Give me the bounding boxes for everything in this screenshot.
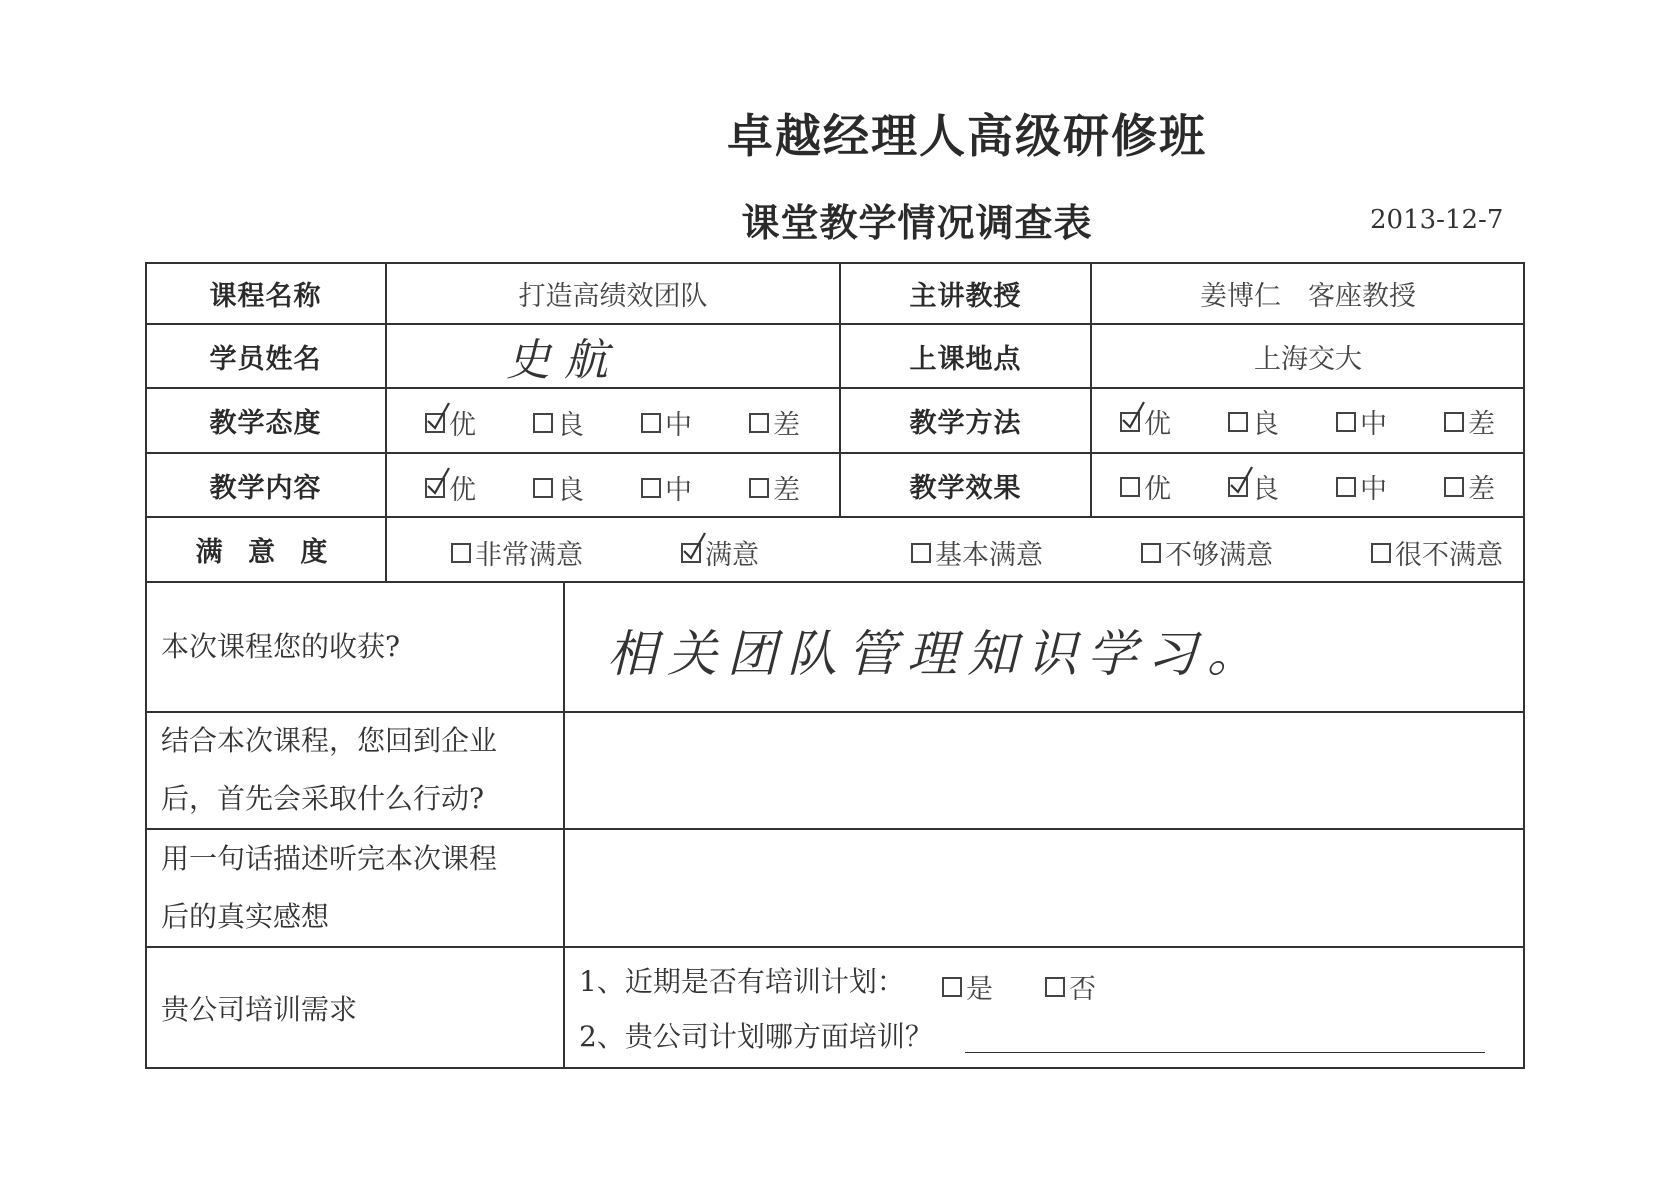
attitude-option-label: 良 xyxy=(557,410,584,441)
checkbox-icon[interactable] xyxy=(1336,477,1356,497)
action-question-line1: 结合本次课程，您回到企业 xyxy=(161,724,498,757)
satisfaction-option-label: 非常满意 xyxy=(475,540,583,571)
checkmark-icon xyxy=(1120,400,1146,430)
lecturer-label: 主讲教授 xyxy=(909,280,1022,312)
form-date: 2013-12-7 xyxy=(1370,205,1504,235)
checkbox-icon[interactable] xyxy=(1444,412,1464,432)
attitude-option[interactable] xyxy=(641,403,692,442)
content-option-label: 差 xyxy=(773,475,800,506)
teaching-method-label: 教学方法 xyxy=(909,408,1022,439)
satisfaction-option[interactable] xyxy=(681,533,759,572)
satisfaction-option[interactable] xyxy=(451,533,583,572)
attitude-option[interactable] xyxy=(425,403,476,442)
content-option-label: 良 xyxy=(557,475,584,506)
satisfaction-option-label: 很不满意 xyxy=(1395,540,1503,571)
checkbox-icon[interactable] xyxy=(911,543,931,563)
feeling-answer-area[interactable] xyxy=(564,829,1525,947)
attitude-option-label: 中 xyxy=(665,410,692,441)
training-plan-no-label: 否 xyxy=(1069,974,1096,1005)
checkbox-icon[interactable] xyxy=(942,977,962,997)
satisfaction-label: 满 意 度 xyxy=(195,537,336,568)
teaching-content-label: 教学内容 xyxy=(209,472,322,504)
location-label: 上课地点 xyxy=(909,343,1022,375)
effect-option-label: 优 xyxy=(1144,474,1171,505)
checkbox-icon[interactable] xyxy=(1141,543,1161,563)
course-name-value: 打造高绩效团队 xyxy=(518,280,708,312)
student-name-label: 学员姓名 xyxy=(209,343,322,375)
checkbox-icon[interactable] xyxy=(533,413,553,433)
course-name-label: 课程名称 xyxy=(209,280,322,312)
satisfaction-option-label: 满意 xyxy=(705,540,759,571)
location-value: 上海交大 xyxy=(1254,343,1362,375)
effect-option-label: 差 xyxy=(1468,474,1495,505)
feeling-question-line1: 用一句话描述听完本次课程 xyxy=(161,842,498,875)
content-option[interactable] xyxy=(533,468,584,507)
checkmark-icon xyxy=(681,531,707,561)
method-option-label: 差 xyxy=(1468,409,1495,440)
action-question-line2: 后，首先会采取什么行动? xyxy=(161,782,485,815)
training-area-question: 2、贵公司计划哪方面培训？ xyxy=(579,1020,933,1053)
survey-table xyxy=(145,262,1525,1069)
gain-answer-handwriting[interactable]: 相关团队管理知识学习。 xyxy=(607,625,1267,683)
effect-option-label: 良 xyxy=(1252,474,1279,505)
form-title: 卓越经理人高级研修班 xyxy=(727,109,1207,163)
method-option[interactable] xyxy=(1444,402,1495,441)
satisfaction-option-label: 不够满意 xyxy=(1165,540,1273,571)
satisfaction-option[interactable] xyxy=(1371,533,1503,572)
checkbox-icon[interactable] xyxy=(1120,477,1140,497)
attitude-option[interactable] xyxy=(533,403,584,442)
checkbox-icon[interactable] xyxy=(1371,543,1391,563)
method-option-label: 中 xyxy=(1360,409,1387,440)
checkbox-icon[interactable] xyxy=(451,543,471,563)
content-option-label: 优 xyxy=(449,475,476,506)
training-plan-yes-label: 是 xyxy=(966,974,993,1005)
attitude-option-label: 优 xyxy=(449,410,476,441)
method-option[interactable] xyxy=(1336,402,1387,441)
training-plan-question: 1、近期是否有培训计划： xyxy=(579,965,905,998)
checkbox-icon[interactable] xyxy=(749,413,769,433)
checkbox-icon[interactable] xyxy=(749,478,769,498)
method-option[interactable] xyxy=(1228,402,1279,441)
checked-checkbox-icon[interactable] xyxy=(425,413,445,433)
action-answer-area[interactable] xyxy=(564,712,1525,829)
content-option-label: 中 xyxy=(665,475,692,506)
satisfaction-option-label: 基本满意 xyxy=(935,540,1043,571)
effect-option-label: 中 xyxy=(1360,474,1387,505)
teaching-attitude-label: 教学态度 xyxy=(209,408,322,439)
checkbox-icon[interactable] xyxy=(1045,977,1065,997)
gain-question: 本次课程您的收获? xyxy=(161,630,401,663)
method-option-label: 优 xyxy=(1144,409,1171,440)
checkbox-icon[interactable] xyxy=(641,478,661,498)
checked-checkbox-icon[interactable] xyxy=(425,478,445,498)
training-needs-label: 贵公司培训需求 xyxy=(161,993,358,1026)
feeling-question-line2: 后的真实感想 xyxy=(161,900,330,933)
attitude-option-label: 差 xyxy=(773,410,800,441)
checkbox-icon[interactable] xyxy=(533,478,553,498)
checkmark-icon xyxy=(1228,465,1254,495)
content-option[interactable] xyxy=(641,468,692,507)
effect-option[interactable] xyxy=(1336,467,1387,506)
lecturer-value: 姜博仁 客座教授 xyxy=(1200,280,1416,312)
checkbox-icon[interactable] xyxy=(1336,412,1356,432)
training-plan-no-option[interactable] xyxy=(1045,967,1096,1006)
checked-checkbox-icon[interactable] xyxy=(1228,477,1248,497)
checkbox-icon[interactable] xyxy=(1444,477,1464,497)
checkbox-icon[interactable] xyxy=(641,413,661,433)
satisfaction-option[interactable] xyxy=(911,533,1043,572)
checkmark-icon xyxy=(425,466,451,496)
form-subtitle: 课堂教学情况调查表 xyxy=(741,201,1093,245)
checked-checkbox-icon[interactable] xyxy=(681,543,701,563)
method-option[interactable] xyxy=(1120,402,1171,441)
checkmark-icon xyxy=(425,401,451,431)
student-name-signature[interactable]: 史 航 xyxy=(506,335,608,386)
satisfaction-option[interactable] xyxy=(1141,533,1273,572)
training-plan-yes-option[interactable] xyxy=(942,967,993,1006)
effect-option[interactable] xyxy=(1120,467,1171,506)
checkbox-icon[interactable] xyxy=(1228,412,1248,432)
teaching-effect-label: 教学效果 xyxy=(909,472,1022,504)
action-question xyxy=(161,712,497,828)
effect-option[interactable] xyxy=(1444,467,1495,506)
training-area-answer-line[interactable] xyxy=(965,1052,1485,1053)
checked-checkbox-icon[interactable] xyxy=(1120,412,1140,432)
attitude-option[interactable] xyxy=(749,403,800,442)
method-option-label: 良 xyxy=(1252,409,1279,440)
content-option[interactable] xyxy=(425,468,476,507)
effect-option[interactable] xyxy=(1228,467,1279,506)
content-option[interactable] xyxy=(749,468,800,507)
feeling-question xyxy=(161,830,497,946)
